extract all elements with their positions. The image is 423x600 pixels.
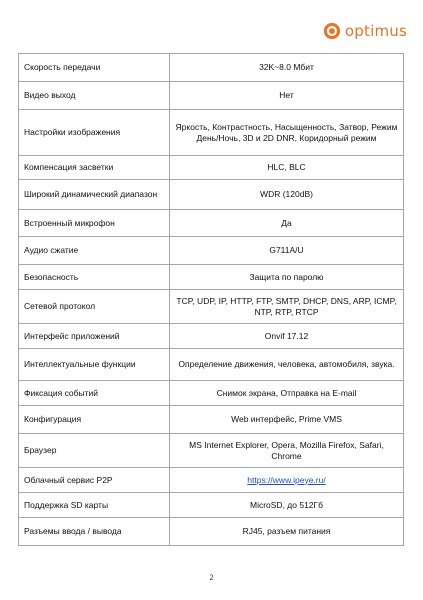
spec-label: Аудио сжатие bbox=[19, 237, 170, 265]
spec-label: Широкий динамический диапазон bbox=[19, 180, 170, 210]
spec-label: Конфигурация bbox=[19, 406, 170, 434]
spec-label: Безопасность bbox=[19, 265, 170, 290]
spec-row bbox=[19, 180, 404, 210]
spec-label: Сетевой протокол bbox=[19, 290, 170, 324]
spec-value bbox=[170, 468, 404, 493]
spec-value: WDR (120dB) bbox=[170, 180, 404, 210]
spec-value: TCP, UDP, IP, HTTP, FTP, SMTP, DHCP, DNS, ARP, ICMP, NTP, RTP, RTCP bbox=[170, 290, 404, 324]
spec-row bbox=[19, 493, 404, 518]
spec-row bbox=[19, 324, 404, 349]
spec-row bbox=[19, 381, 404, 406]
spec-table bbox=[18, 53, 404, 546]
spec-value: Нет bbox=[170, 82, 404, 110]
spec-label: Видео выход bbox=[19, 82, 170, 110]
brand-name: optimus bbox=[344, 22, 407, 40]
spec-row bbox=[19, 237, 404, 265]
spec-row bbox=[19, 82, 404, 110]
spec-value: 32K~8.0 Мбит bbox=[170, 54, 404, 82]
spec-label: Интерфейс приложений bbox=[19, 324, 170, 349]
spec-value: G711A/U bbox=[170, 237, 404, 265]
spec-row bbox=[19, 210, 404, 237]
spec-value: Web интерфейс, Prime VMS bbox=[170, 406, 404, 434]
spec-label: Поддержка SD карты bbox=[19, 493, 170, 518]
spec-label: Встроенный микрофон bbox=[19, 210, 170, 237]
spec-row bbox=[19, 54, 404, 82]
spec-value: RJ45, разъем питания bbox=[170, 518, 404, 546]
spec-row bbox=[19, 110, 404, 156]
spec-row bbox=[19, 468, 404, 493]
spec-row bbox=[19, 434, 404, 468]
spec-value: Да bbox=[170, 210, 404, 237]
spec-label: Настройки изображения bbox=[19, 110, 170, 156]
page-number: 2 bbox=[209, 573, 214, 582]
spec-value: Onvif 17.12 bbox=[170, 324, 404, 349]
spec-value: Определение движения, человека, автомобиля, звука. bbox=[170, 349, 404, 381]
spec-label: Фиксация событий bbox=[19, 381, 170, 406]
spec-value: Снимок экрана, Отправка на E-mail bbox=[170, 381, 404, 406]
spec-row bbox=[19, 265, 404, 290]
spec-value: Защита по паролю bbox=[170, 265, 404, 290]
spec-row bbox=[19, 156, 404, 180]
spec-label: Компенсация засветки bbox=[19, 156, 170, 180]
spec-label: Браузер bbox=[19, 434, 170, 468]
spec-label: Скорость передачи bbox=[19, 54, 170, 82]
p2p-link[interactable]: https://www.ipeye.ru/ bbox=[247, 474, 326, 485]
spec-value: MS Internet Explorer, Opera, Mozilla Firefox, Safari, Chrome bbox=[170, 434, 404, 468]
optimus-logo-icon bbox=[323, 20, 341, 42]
brand-logo bbox=[323, 19, 407, 43]
spec-row bbox=[19, 290, 404, 324]
spec-value: Яркость, Контрастность, Насыщенность, Затвор, Режим День/Ночь, 3D и 2D DNR, Коридорный режим bbox=[170, 110, 404, 156]
spec-value: HLC, BLC bbox=[170, 156, 404, 180]
spec-label: Интеллектуальные функции bbox=[19, 349, 170, 381]
spec-label: Разъемы ввода / вывода bbox=[19, 518, 170, 546]
spec-label: Облачный сервис P2P bbox=[19, 468, 170, 493]
spec-value: MicroSD, до 512Гб bbox=[170, 493, 404, 518]
spec-row bbox=[19, 406, 404, 434]
spec-row bbox=[19, 349, 404, 381]
spec-row bbox=[19, 518, 404, 546]
